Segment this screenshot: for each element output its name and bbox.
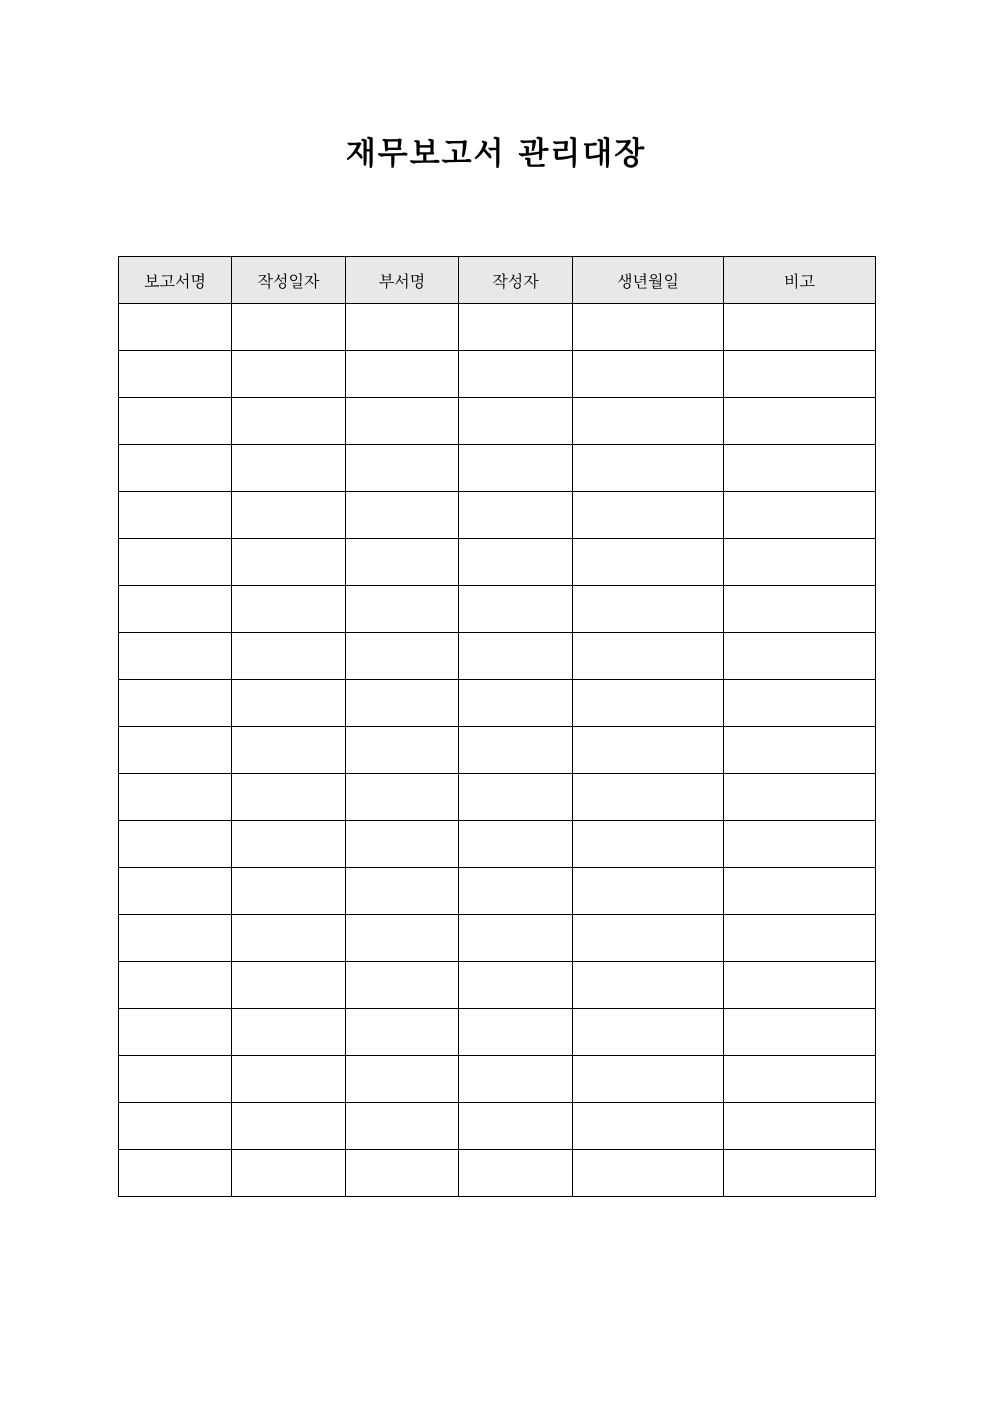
table-cell[interactable] [119, 915, 232, 962]
table-cell[interactable] [459, 304, 573, 351]
table-cell[interactable] [119, 727, 232, 774]
table-cell[interactable] [573, 304, 724, 351]
table-row [119, 304, 876, 351]
table-cell[interactable] [232, 586, 346, 633]
table-cell[interactable] [459, 633, 573, 680]
table-cell[interactable] [119, 1056, 232, 1103]
table-cell[interactable] [346, 351, 459, 398]
table-cell[interactable] [459, 1056, 573, 1103]
table-cell[interactable] [346, 633, 459, 680]
table-row [119, 1009, 876, 1056]
table-cell[interactable] [119, 351, 232, 398]
table-header-row [119, 257, 876, 304]
table-cell[interactable] [459, 680, 573, 727]
table-cell[interactable] [232, 727, 346, 774]
table-cell[interactable] [232, 962, 346, 1009]
table-cell[interactable] [232, 539, 346, 586]
table-cell[interactable] [119, 821, 232, 868]
table-cell[interactable] [232, 633, 346, 680]
table-cell[interactable] [346, 962, 459, 1009]
table-cell[interactable] [346, 586, 459, 633]
table-cell[interactable] [232, 351, 346, 398]
table-row [119, 774, 876, 821]
table-cell[interactable] [724, 680, 876, 727]
table-cell[interactable] [119, 868, 232, 915]
table-cell[interactable] [459, 962, 573, 1009]
table-cell[interactable] [119, 633, 232, 680]
table-cell[interactable] [724, 774, 876, 821]
table-cell[interactable] [232, 304, 346, 351]
column-header-author: 작성자 [459, 257, 573, 304]
table-cell[interactable] [459, 1150, 573, 1197]
table-row [119, 1056, 876, 1103]
table-cell[interactable] [573, 774, 724, 821]
table-cell[interactable] [573, 868, 724, 915]
table-cell[interactable] [346, 915, 459, 962]
table-cell[interactable] [573, 492, 724, 539]
table-row [119, 868, 876, 915]
table-cell[interactable] [724, 1009, 876, 1056]
table-cell[interactable] [459, 586, 573, 633]
table-cell[interactable] [232, 445, 346, 492]
table-cell[interactable] [346, 821, 459, 868]
table-cell[interactable] [232, 821, 346, 868]
table-cell[interactable] [573, 351, 724, 398]
table-cell[interactable] [119, 586, 232, 633]
table-cell[interactable] [724, 821, 876, 868]
table-cell[interactable] [573, 633, 724, 680]
table-cell[interactable] [573, 539, 724, 586]
table-cell[interactable] [724, 633, 876, 680]
column-header-department: 부서명 [346, 257, 459, 304]
table-cell[interactable] [459, 915, 573, 962]
table-cell[interactable] [232, 680, 346, 727]
table-cell[interactable] [346, 1009, 459, 1056]
table-cell[interactable] [573, 445, 724, 492]
table-cell[interactable] [724, 727, 876, 774]
table-cell[interactable] [232, 492, 346, 539]
table-cell[interactable] [346, 868, 459, 915]
table-cell[interactable] [459, 1103, 573, 1150]
table-row [119, 962, 876, 1009]
table-row [119, 821, 876, 868]
table-cell[interactable] [573, 1103, 724, 1150]
table-cell[interactable] [232, 398, 346, 445]
table-cell[interactable] [119, 774, 232, 821]
table-cell[interactable] [724, 915, 876, 962]
table-row [119, 915, 876, 962]
table-cell[interactable] [459, 492, 573, 539]
table-row [119, 445, 876, 492]
table-cell[interactable] [724, 398, 876, 445]
table-cell[interactable] [346, 398, 459, 445]
table-cell[interactable] [346, 539, 459, 586]
table-cell[interactable] [346, 680, 459, 727]
table-cell[interactable] [459, 821, 573, 868]
table-cell[interactable] [573, 680, 724, 727]
table-cell[interactable] [459, 351, 573, 398]
table-cell[interactable] [119, 680, 232, 727]
table-cell[interactable] [119, 1150, 232, 1197]
table-cell[interactable] [232, 1056, 346, 1103]
table-cell[interactable] [724, 962, 876, 1009]
table-row [119, 1150, 876, 1197]
table-cell[interactable] [119, 1009, 232, 1056]
table-cell[interactable] [346, 304, 459, 351]
table-cell[interactable] [459, 539, 573, 586]
table-row [119, 680, 876, 727]
table-cell[interactable] [346, 492, 459, 539]
table-cell[interactable] [232, 1009, 346, 1056]
table-cell[interactable] [232, 774, 346, 821]
table-cell[interactable] [573, 1150, 724, 1197]
table-cell[interactable] [119, 539, 232, 586]
table-cell[interactable] [459, 445, 573, 492]
table-cell[interactable] [724, 868, 876, 915]
column-header-remarks: 비고 [724, 257, 876, 304]
table-cell[interactable] [573, 1056, 724, 1103]
table-cell[interactable] [724, 586, 876, 633]
table-cell[interactable] [119, 962, 232, 1009]
table-cell[interactable] [119, 398, 232, 445]
table-cell[interactable] [232, 868, 346, 915]
table-cell[interactable] [346, 1056, 459, 1103]
table-cell[interactable] [232, 1103, 346, 1150]
table-cell[interactable] [459, 727, 573, 774]
table-cell[interactable] [573, 398, 724, 445]
table-row [119, 492, 876, 539]
table-row [119, 1103, 876, 1150]
table-cell[interactable] [724, 1103, 876, 1150]
table-cell[interactable] [346, 445, 459, 492]
column-header-report-name: 보고서명 [119, 257, 232, 304]
table-row [119, 727, 876, 774]
column-header-date-written: 작성일자 [232, 257, 346, 304]
table-cell[interactable] [724, 539, 876, 586]
table-cell[interactable] [573, 1009, 724, 1056]
ledger-table [118, 256, 876, 1197]
table-cell[interactable] [459, 774, 573, 821]
page-title: 재무보고서 관리대장 [345, 136, 647, 172]
table-cell[interactable] [573, 727, 724, 774]
table-cell[interactable] [573, 962, 724, 1009]
table-cell[interactable] [346, 1103, 459, 1150]
table-cell[interactable] [724, 1150, 876, 1197]
table-row [119, 398, 876, 445]
column-header-birth-date: 생년월일 [573, 257, 724, 304]
table-cell[interactable] [119, 304, 232, 351]
table-cell[interactable] [573, 586, 724, 633]
table-cell[interactable] [232, 915, 346, 962]
table-cell[interactable] [724, 445, 876, 492]
table-row [119, 351, 876, 398]
table-cell[interactable] [724, 304, 876, 351]
table-cell[interactable] [119, 492, 232, 539]
table-cell[interactable] [459, 398, 573, 445]
table-cell[interactable] [346, 727, 459, 774]
table-cell[interactable] [459, 868, 573, 915]
table-cell[interactable] [346, 774, 459, 821]
table-cell[interactable] [724, 1056, 876, 1103]
table-row [119, 586, 876, 633]
table-cell[interactable] [459, 1009, 573, 1056]
table-cell[interactable] [724, 351, 876, 398]
table-cell[interactable] [119, 1103, 232, 1150]
table-body [119, 304, 876, 1197]
table-row [119, 633, 876, 680]
table-cell[interactable] [346, 1150, 459, 1197]
table-cell[interactable] [573, 821, 724, 868]
table-cell[interactable] [573, 915, 724, 962]
table-row [119, 539, 876, 586]
table-cell[interactable] [119, 445, 232, 492]
table-cell[interactable] [724, 492, 876, 539]
table-cell[interactable] [232, 1150, 346, 1197]
